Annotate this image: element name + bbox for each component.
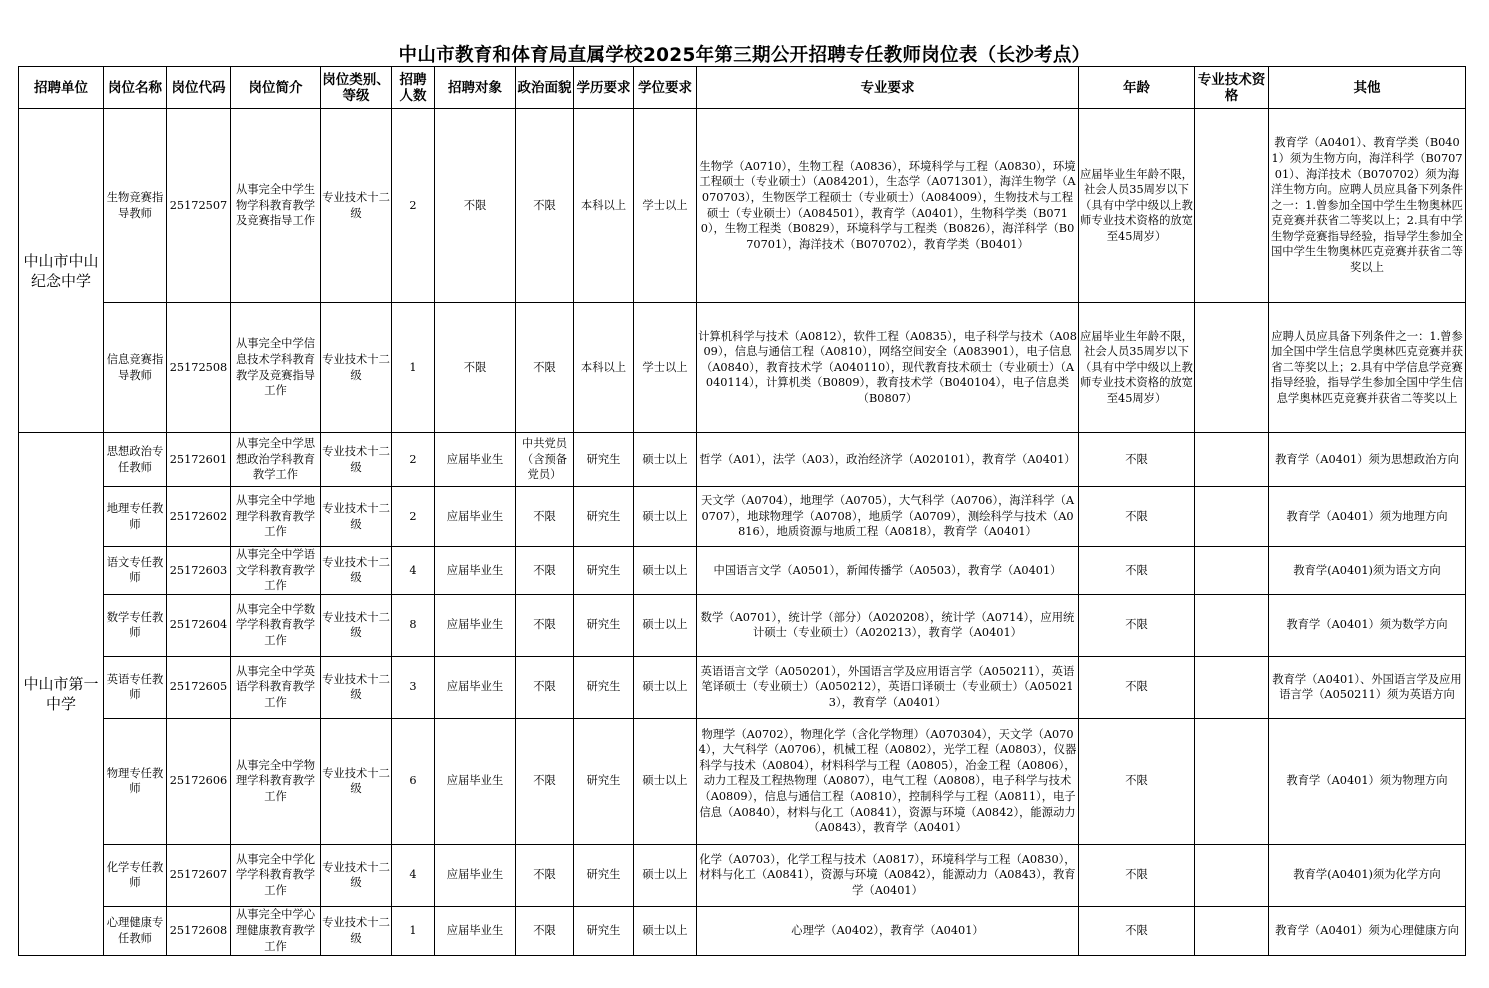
header-other: 其他 [1269, 67, 1466, 109]
education-text: 研究生 [586, 563, 621, 577]
qualification-cell [1195, 547, 1269, 595]
target-cell [435, 547, 516, 595]
category-text: 专业技术十二级 [322, 860, 390, 890]
other-text: 教育学（A0401）须为思想政治方向 [1275, 452, 1459, 466]
qualification-cell [1195, 718, 1269, 844]
qualification-cell [1195, 433, 1269, 487]
count-cell [392, 656, 435, 718]
code-text: 25172606 [169, 774, 228, 788]
name-cell [104, 433, 167, 487]
political-text: 不限 [533, 198, 556, 212]
intro-cell [231, 109, 321, 303]
age-text: 不限 [1125, 774, 1148, 788]
qualification-cell [1195, 906, 1269, 955]
major-text: 计算机科学与技术（A0812），软件工程（A0835），电子科学与技术（A0809），信息与通信工程（A0810），网络空间安全（A083901），电子信息（A0840），教育技术学（A040110），现代教育技术硕士（专业硕士）（A040114），计算机类（B0809），教育技术学（B040104），电子信息类（B0807） [698, 329, 1077, 405]
other-cell [1269, 906, 1466, 955]
education-text: 研究生 [586, 618, 621, 632]
category-text: 专业技术十二级 [322, 916, 390, 945]
target-text: 应届毕业生 [446, 509, 504, 523]
count-cell [392, 109, 435, 303]
header-row [19, 67, 1466, 109]
header-code: 岗位代码 [167, 67, 231, 109]
category-text: 专业技术十二级 [322, 190, 390, 220]
major-cell [697, 656, 1079, 718]
name-text: 思想政治专任教师 [106, 444, 164, 474]
political-text: 不限 [533, 360, 556, 374]
code-cell [167, 594, 231, 656]
other-cell [1269, 718, 1466, 844]
qualification-cell [1195, 844, 1269, 906]
education-cell [574, 844, 634, 906]
age-text: 不限 [1125, 923, 1148, 937]
count-cell [392, 433, 435, 487]
code-text: 25172601 [169, 452, 228, 466]
political-cell [516, 718, 574, 844]
age-cell [1079, 656, 1195, 718]
other-cell [1269, 109, 1466, 303]
header-count: 招聘人数 [392, 67, 435, 109]
major-text: 化学（A0703），化学工程与技术（A0817），环境科学与工程（A0830），材料与化工（A0841），资源与环境（A0842），能源动力（A0843），教育学（A0401） [699, 852, 1076, 898]
table-row [19, 906, 1466, 955]
count-text: 1 [409, 360, 417, 374]
header-unit: 招聘单位 [19, 67, 104, 109]
count-cell [392, 906, 435, 955]
qualification-cell [1195, 594, 1269, 656]
category-text: 专业技术十二级 [322, 352, 390, 382]
count-cell [392, 487, 435, 547]
age-cell [1079, 594, 1195, 656]
target-text: 应届毕业生 [446, 452, 504, 466]
degree-cell [634, 547, 697, 595]
degree-text: 硕士以上 [642, 563, 688, 577]
intro-text: 从事完全中学思想政治学科教育教学工作 [235, 437, 316, 482]
code-text: 25172604 [169, 618, 228, 632]
education-cell [574, 656, 634, 718]
intro-cell [231, 547, 321, 595]
intro-text: 从事完全中学语文学科教育教学工作 [235, 548, 316, 593]
major-cell [697, 433, 1079, 487]
other-text: 教育学（A0401）须为数学方向 [1286, 618, 1448, 632]
header-major: 专业要求 [697, 67, 1079, 109]
major-text: 英语语言文学（A050201），外国语言学及应用语言学（A050211），英语笔译硕士（专业硕士）（A050212），英语口译硕士（专业硕士）（A050213），教育学（A0401） [700, 664, 1075, 710]
category-cell [321, 906, 392, 955]
degree-cell [634, 109, 697, 303]
education-text: 研究生 [586, 774, 621, 788]
table-row [19, 487, 1466, 547]
target-text: 应届毕业生 [446, 618, 504, 632]
education-text: 研究生 [586, 509, 621, 523]
count-text: 8 [409, 618, 417, 632]
political-text: 不限 [533, 923, 556, 937]
other-cell [1269, 487, 1466, 547]
category-cell [321, 109, 392, 303]
degree-cell [634, 487, 697, 547]
education-text: 研究生 [586, 868, 621, 882]
target-text: 不限 [463, 360, 487, 374]
age-cell [1079, 487, 1195, 547]
other-text: 教育学（A0401）、外国语言学及应用语言学（A050211）须为英语方向 [1272, 672, 1462, 702]
age-text: 应届毕业生年龄不限，社会人员35周岁以下（具有中学中级以上教师专业技术资格的放宽至45周岁） [1080, 167, 1193, 243]
education-cell [574, 594, 634, 656]
degree-text: 硕士以上 [642, 868, 688, 882]
degree-cell [634, 303, 697, 433]
code-cell [167, 303, 231, 433]
intro-cell [231, 433, 321, 487]
target-text: 应届毕业生 [446, 923, 504, 937]
age-text: 不限 [1125, 868, 1148, 882]
education-cell [574, 303, 634, 433]
table-row [19, 109, 1466, 303]
other-cell [1269, 547, 1466, 595]
major-text: 哲学（A01），法学（A03），政治经济学（A020101），教育学（A0401） [699, 452, 1076, 466]
political-cell [516, 487, 574, 547]
name-text: 英语专任教师 [106, 672, 164, 702]
code-text: 25172607 [169, 868, 228, 882]
code-cell [167, 844, 231, 906]
count-text: 2 [409, 452, 417, 466]
unit-cell: 中山市中山纪念中学 [19, 109, 104, 433]
age-text: 不限 [1125, 563, 1148, 577]
category-cell [321, 547, 392, 595]
intro-text: 从事完全中学物理学科教育教学工作 [235, 758, 316, 804]
category-cell [321, 844, 392, 906]
table-row [19, 594, 1466, 656]
table-row [19, 433, 1466, 487]
degree-text: 硕士以上 [642, 923, 688, 937]
target-cell [435, 718, 516, 844]
major-cell [697, 594, 1079, 656]
name-text: 生物竞赛指导教师 [106, 190, 164, 220]
degree-cell [634, 433, 697, 487]
age-cell [1079, 433, 1195, 487]
major-cell [697, 906, 1079, 955]
table-row [19, 547, 1466, 595]
degree-cell [634, 844, 697, 906]
education-text: 研究生 [586, 452, 621, 466]
header-name: 岗位名称 [104, 67, 167, 109]
count-text: 2 [409, 509, 417, 523]
political-text: 不限 [533, 563, 556, 577]
name-cell [104, 906, 167, 955]
age-text: 应届毕业生年龄不限，社会人员35周岁以下（具有中学中级以上教师专业技术资格的放宽至45周岁） [1080, 329, 1193, 405]
political-cell [516, 547, 574, 595]
major-text: 中国语言文学（A0501），新闻传播学（A0503），教育学（A0401） [713, 563, 1062, 577]
target-text: 应届毕业生 [446, 774, 504, 788]
degree-text: 硕士以上 [642, 618, 688, 632]
page-title: 中山市教育和体育局直属学校2025年第三期公开招聘专任教师岗位表（长沙考点） [398, 45, 1091, 66]
age-cell [1079, 109, 1195, 303]
other-text: 教育学（A0401）、教育学类（B0401）须为生物方向，海洋科学（B070701）、海洋技术（B070702）须为海洋生物方向。应聘人员应具备下列条件之一：1.曾参加全国中学生生物奥林匹克竞赛并获省二等奖以上；2.具有中学生物学竞赛指导经验，指导学生参加全国中学生生物奥林匹克竞赛并获省二等奖以上 [1270, 136, 1464, 275]
qualification-cell [1195, 656, 1269, 718]
category-cell [321, 718, 392, 844]
name-text: 语文专任教师 [106, 555, 164, 585]
education-text: 研究生 [586, 923, 621, 937]
name-cell [104, 547, 167, 595]
category-text: 专业技术十二级 [322, 672, 390, 702]
age-cell [1079, 906, 1195, 955]
code-text: 25172603 [169, 563, 228, 577]
target-cell [435, 844, 516, 906]
category-text: 专业技术十二级 [322, 444, 390, 474]
other-text: 教育学（A0401）须为心理健康方向 [1275, 923, 1459, 937]
count-cell [392, 547, 435, 595]
major-cell [697, 547, 1079, 595]
major-text: 数学（A0701），统计学（部分）（A020208），统计学（A0714），应用统计硕士（专业硕士）（A020213），教育学（A0401） [700, 610, 1075, 640]
age-text: 不限 [1125, 618, 1148, 632]
intro-text: 从事完全中学化学学科教育教学工作 [235, 852, 316, 898]
name-cell [104, 109, 167, 303]
major-cell [697, 487, 1079, 547]
political-cell [516, 906, 574, 955]
code-cell [167, 718, 231, 844]
education-cell [574, 718, 634, 844]
target-text: 不限 [463, 198, 487, 212]
education-cell [574, 433, 634, 487]
major-text: 心理学（A0402），教育学（A0401） [791, 923, 984, 937]
major-cell [697, 303, 1079, 433]
target-cell [435, 433, 516, 487]
category-text: 专业技术十二级 [322, 610, 390, 640]
target-cell [435, 594, 516, 656]
header-political: 政治面貌 [516, 67, 574, 109]
header-education: 学历要求 [574, 67, 634, 109]
other-text: 应聘人员应具备下列条件之一：1.曾参加全国中学生信息学奥林匹克竞赛并获省二等奖以上；2.具有中学信息学竞赛指导经验，指导学生参加全国中学生信息学奥林匹克竞赛并获省二等奖以上 [1270, 329, 1464, 405]
education-cell [574, 547, 634, 595]
intro-cell [231, 594, 321, 656]
name-text: 心理健康专任教师 [106, 916, 164, 945]
name-cell [104, 594, 167, 656]
age-cell [1079, 547, 1195, 595]
category-cell [321, 656, 392, 718]
degree-text: 硕士以上 [642, 774, 688, 788]
category-cell [321, 433, 392, 487]
count-text: 2 [409, 198, 417, 212]
degree-text: 学士以上 [642, 198, 688, 212]
name-cell [104, 718, 167, 844]
other-cell [1269, 656, 1466, 718]
header-qualification: 专业技术资格 [1195, 67, 1269, 109]
education-text: 研究生 [586, 680, 621, 694]
other-cell [1269, 433, 1466, 487]
major-text: 生物学（A0710），生物工程（A0836），环境科学与工程（A0830），环境工程硕士（专业硕士）（A084201），生态学（A071301），海洋生物学（A070703），生物医学工程硕士（专业硕士）（A084009），生物技术与工程硕士（专业硕士）（A084501），教育学（A0401），生物科学类（B0710），生物工程类（B0829），环境科学与工程类（B0826），海洋科学（B070701），海洋技术（B070702），教育学类（B0401） [699, 159, 1076, 251]
category-cell [321, 594, 392, 656]
table-row [19, 303, 1466, 433]
intro-cell [231, 718, 321, 844]
target-cell [435, 906, 516, 955]
intro-text: 从事完全中学英语学科教育教学工作 [235, 664, 316, 710]
code-cell [167, 656, 231, 718]
age-text: 不限 [1125, 509, 1148, 523]
code-text: 25172508 [169, 360, 228, 374]
other-text: 教育学（A0401）须为物理方向 [1286, 774, 1448, 788]
target-cell [435, 303, 516, 433]
code-text: 25172605 [169, 680, 228, 694]
name-text: 数学专任教师 [106, 610, 164, 640]
degree-text: 硕士以上 [642, 680, 688, 694]
other-cell [1269, 303, 1466, 433]
count-text: 4 [409, 563, 417, 577]
education-cell [574, 487, 634, 547]
table-row [19, 656, 1466, 718]
degree-text: 硕士以上 [642, 452, 688, 466]
name-cell [104, 487, 167, 547]
major-text: 天文学（A0704），地理学（A0705），大气科学（A0706），海洋科学（A0707），地球物理学（A0708），地质学（A0709），测绘科学与技术（A0816），地质资源与地质工程（A0818），教育学（A0401） [700, 494, 1075, 539]
intro-cell [231, 844, 321, 906]
code-text: 25172602 [169, 509, 228, 523]
count-cell [392, 718, 435, 844]
code-text: 25172507 [169, 198, 228, 212]
degree-cell [634, 718, 697, 844]
header-intro: 岗位简介 [231, 67, 321, 109]
name-text: 信息竞赛指导教师 [106, 352, 164, 382]
other-text: 教育学(A0401)须为化学方向 [1293, 868, 1441, 882]
unit-cell: 中山市第一中学 [19, 433, 104, 956]
header-target: 招聘对象 [435, 67, 516, 109]
intro-text: 从事完全中学数学学科教育教学工作 [235, 602, 316, 648]
code-cell [167, 433, 231, 487]
other-text: 教育学（A0401）须为地理方向 [1286, 509, 1448, 523]
political-text: 中共党员（含预备党员） [521, 437, 568, 482]
name-cell [104, 844, 167, 906]
major-cell [697, 718, 1079, 844]
intro-cell [231, 487, 321, 547]
age-cell [1079, 718, 1195, 844]
intro-cell [231, 303, 321, 433]
count-text: 3 [409, 680, 417, 694]
degree-cell [634, 906, 697, 955]
age-cell [1079, 844, 1195, 906]
recruitment-table [18, 66, 1466, 956]
target-cell [435, 487, 516, 547]
name-text: 化学专任教师 [106, 860, 164, 890]
degree-cell [634, 656, 697, 718]
code-cell [167, 487, 231, 547]
political-cell [516, 303, 574, 433]
name-cell [104, 303, 167, 433]
target-cell [435, 109, 516, 303]
name-text: 地理专任教师 [106, 501, 164, 531]
education-cell [574, 906, 634, 955]
header-age: 年龄 [1079, 67, 1195, 109]
table-row [19, 718, 1466, 844]
target-text: 应届毕业生 [446, 680, 504, 694]
political-cell [516, 844, 574, 906]
education-cell [574, 109, 634, 303]
political-cell [516, 594, 574, 656]
code-text: 25172608 [169, 923, 228, 937]
education-text: 本科以上 [580, 198, 627, 212]
other-cell [1269, 594, 1466, 656]
name-text: 物理专任教师 [106, 766, 164, 796]
count-text: 1 [409, 923, 417, 937]
count-cell [392, 594, 435, 656]
target-text: 应届毕业生 [446, 868, 504, 882]
age-text: 不限 [1125, 452, 1148, 466]
political-text: 不限 [533, 868, 556, 882]
major-cell [697, 844, 1079, 906]
age-cell [1079, 303, 1195, 433]
political-text: 不限 [533, 509, 556, 523]
category-cell [321, 303, 392, 433]
code-cell [167, 906, 231, 955]
political-text: 不限 [533, 618, 556, 632]
political-text: 不限 [533, 680, 556, 694]
category-text: 专业技术十二级 [322, 501, 390, 531]
degree-cell [634, 594, 697, 656]
qualification-cell [1195, 109, 1269, 303]
other-cell [1269, 844, 1466, 906]
major-cell [697, 109, 1079, 303]
category-cell [321, 487, 392, 547]
table-row [19, 844, 1466, 906]
qualification-cell [1195, 303, 1269, 433]
code-cell [167, 547, 231, 595]
age-text: 不限 [1125, 680, 1148, 694]
category-text: 专业技术十二级 [322, 766, 390, 796]
major-text: 物理学（A0702），物理化学（含化学物理）（A070304），天文学（A0704），大气科学（A0706），机械工程（A0802），光学工程（A0803），仪器科学与技术（A0804），材料科学与工程（A0805），冶金工程（A0806），动力工程及工程热物理（A0807），电气工程（A0808），电子科学与技术（A0809），信息与通信工程（A0810），控制科学与工程（A0811），电子信息（A0840），材料与化工（A0841），资源与环境（A0842），能源动力（A0843），教育学（A0401） [698, 727, 1077, 835]
education-text: 本科以上 [580, 360, 627, 374]
degree-text: 学士以上 [642, 360, 688, 374]
intro-text: 从事完全中学信息技术学科教育教学及竞赛指导工作 [235, 337, 316, 398]
intro-text: 从事完全中学地理学科教育教学工作 [235, 494, 316, 539]
political-cell [516, 656, 574, 718]
count-cell [392, 303, 435, 433]
header-degree: 学位要求 [634, 67, 697, 109]
political-cell [516, 433, 574, 487]
intro-cell [231, 656, 321, 718]
count-text: 6 [409, 774, 417, 788]
intro-cell [231, 906, 321, 955]
category-text: 专业技术十二级 [322, 555, 390, 585]
target-text: 应届毕业生 [446, 563, 504, 577]
header-category: 岗位类别、等级 [321, 67, 392, 109]
political-text: 不限 [533, 774, 556, 788]
qualification-cell [1195, 487, 1269, 547]
target-cell [435, 656, 516, 718]
intro-text: 从事完全中学生物学科教育教学及竞赛指导工作 [235, 183, 316, 228]
count-cell [392, 844, 435, 906]
name-cell [104, 656, 167, 718]
degree-text: 硕士以上 [642, 509, 688, 523]
political-cell [516, 109, 574, 303]
code-cell [167, 109, 231, 303]
count-text: 4 [409, 868, 417, 882]
other-text: 教育学(A0401)须为语文方向 [1293, 563, 1441, 577]
intro-text: 从事完全中学心理健康教育教学工作 [235, 908, 316, 953]
